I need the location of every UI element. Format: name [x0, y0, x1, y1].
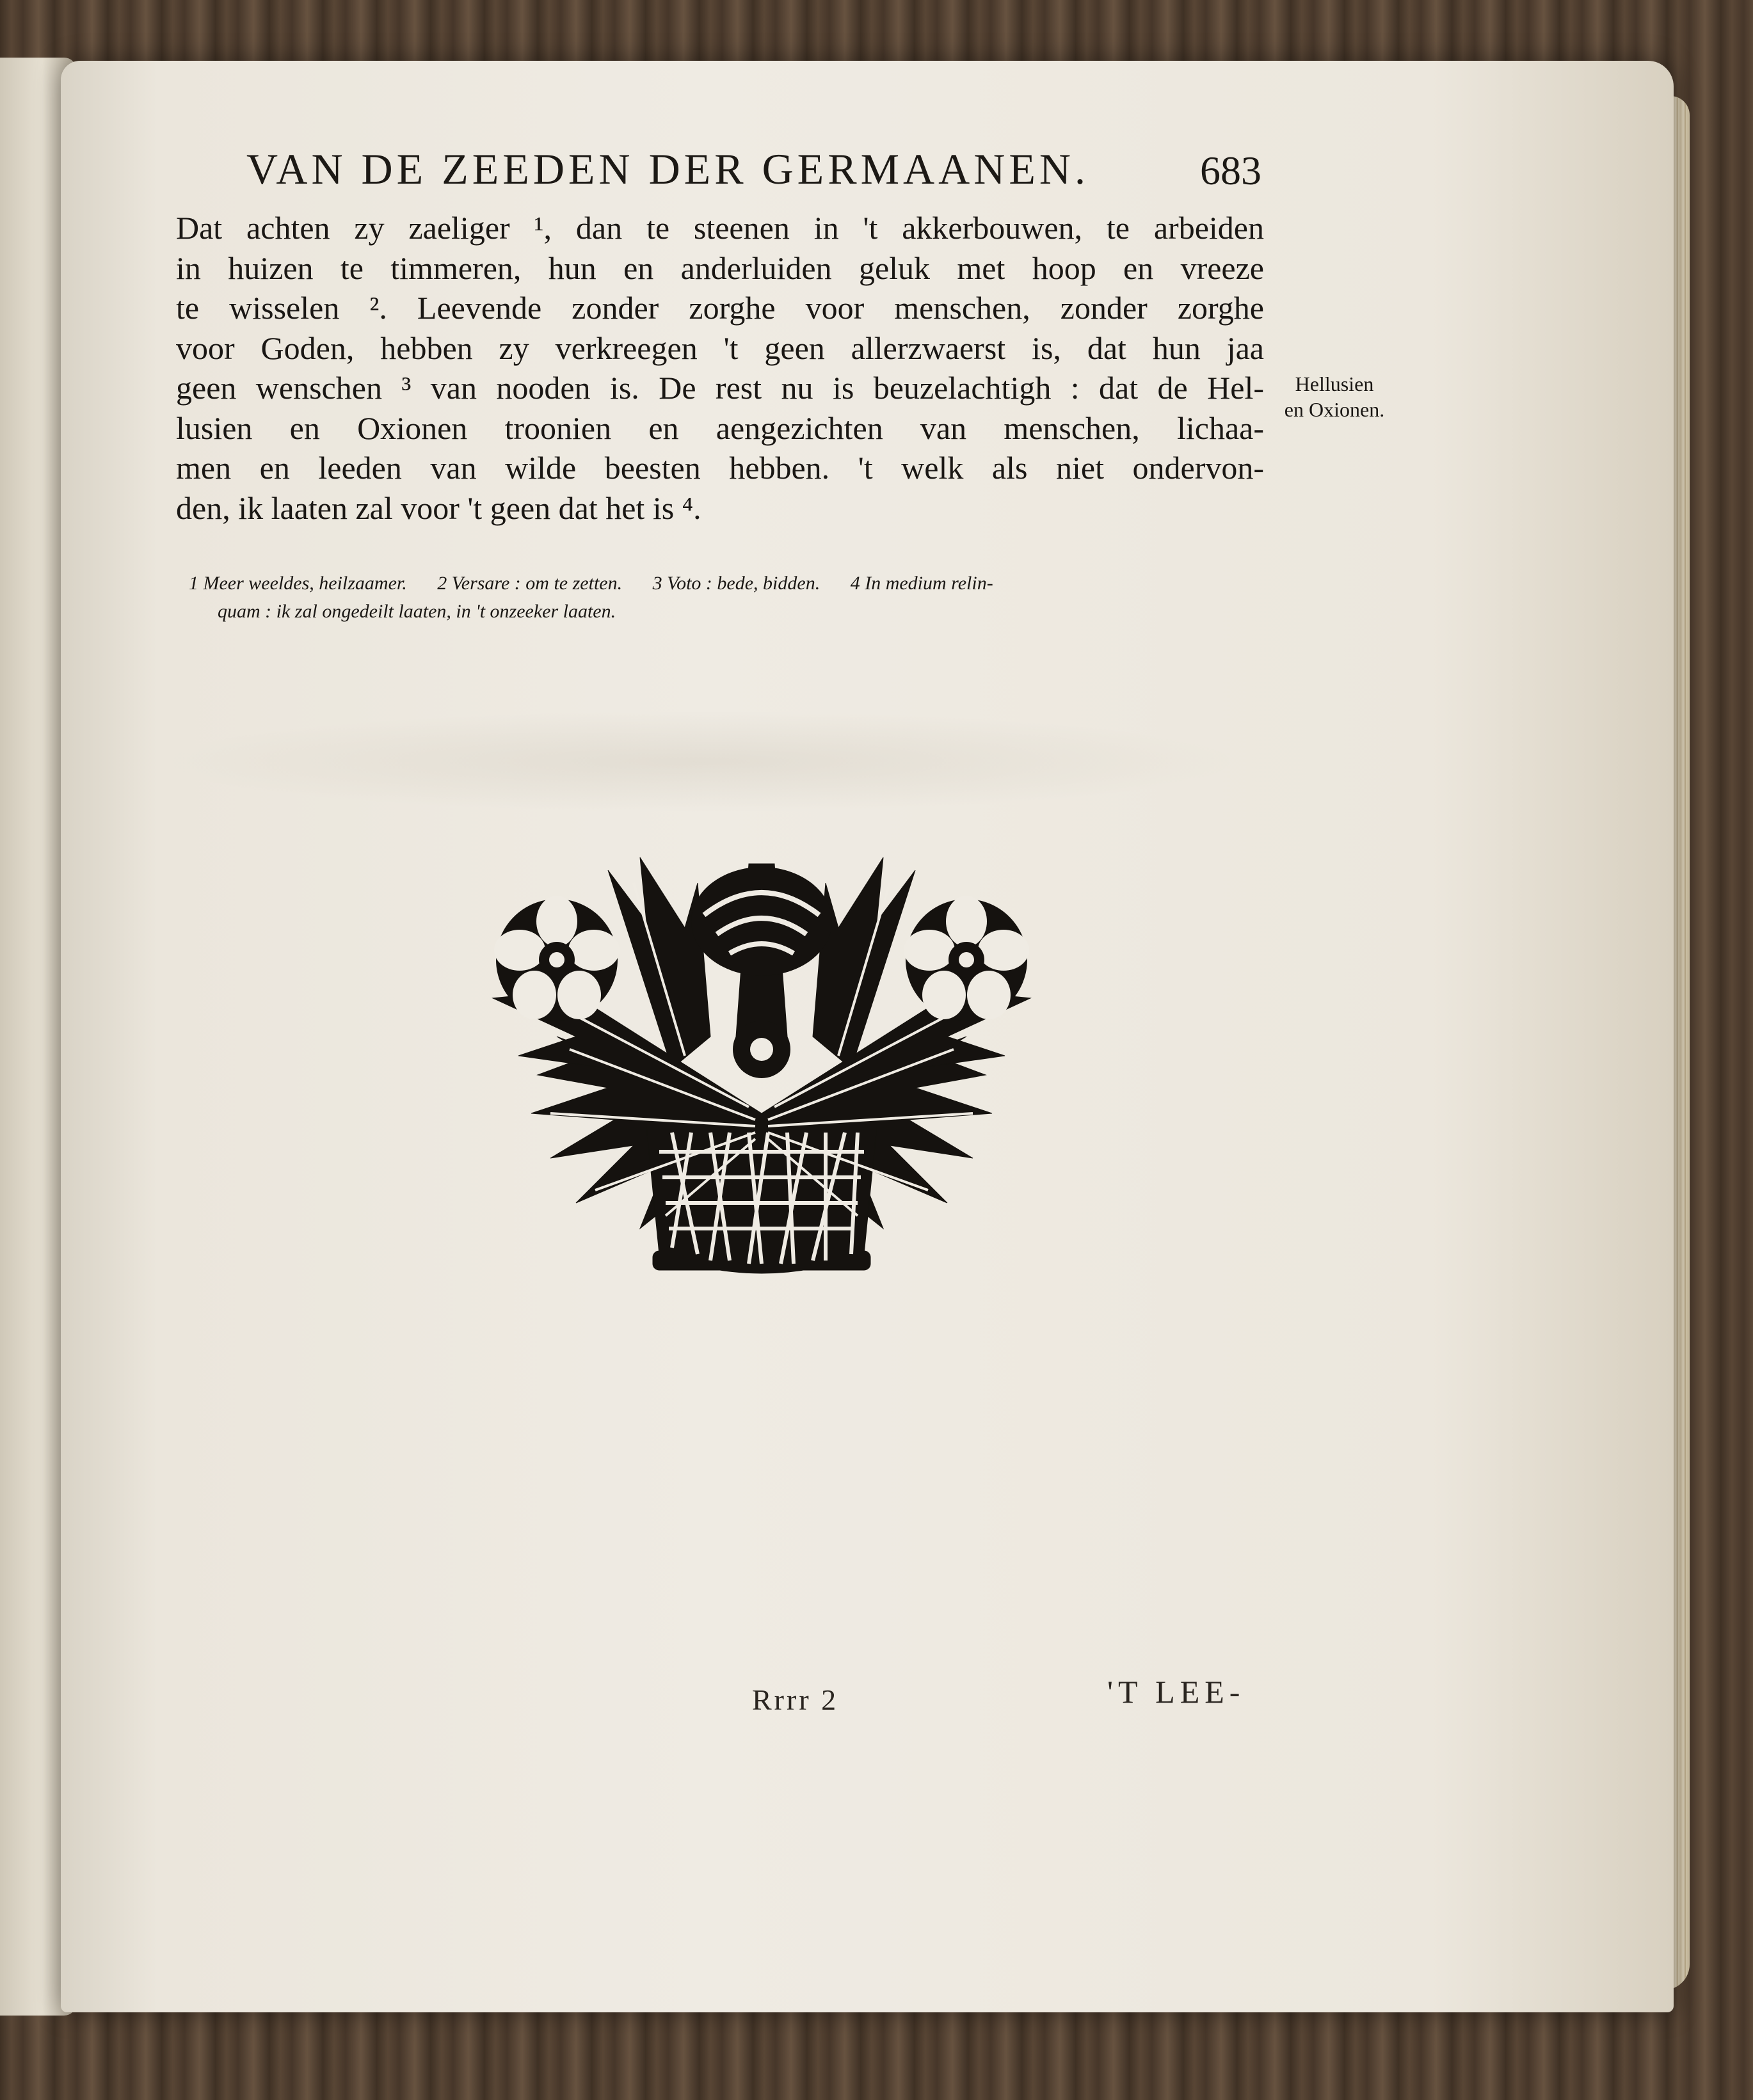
marginal-note-line: Hellusien: [1295, 372, 1374, 395]
body-line: in huizen te timmeren, hun en anderluiden geluk met hoop en vreeze: [176, 250, 1264, 286]
catchword: 'T LEE-: [1107, 1674, 1245, 1710]
body-line: men en leeden van wilde beesten hebben. 't welk als niet ondervon-: [176, 450, 1264, 486]
footnote-2: 2 Versare : om te zetten.: [437, 573, 623, 594]
running-header-title: VAN DE ZEEDEN DER GERMAANEN.: [246, 145, 1089, 193]
show-through-shadow: [154, 710, 1242, 813]
footnotes: [189, 569, 1277, 626]
marginal-note: [1270, 371, 1398, 422]
body-line: lusien en Oxionen troonien en aengezichten van menschen, lichaa-: [176, 410, 1264, 446]
footnote-line: [189, 569, 1277, 598]
body-line: voor Goden, hebben zy verkreegen 't geen allerzwaerst is, dat hun jaa: [176, 330, 1264, 366]
page-number: 683: [1200, 148, 1261, 193]
signature-mark: Rrrr 2: [752, 1683, 839, 1716]
body-line: den, ik laaten zal voor 't geen dat het is ⁴.: [176, 489, 701, 526]
footnote-1: 1 Meer weeldes, heilzaamer.: [189, 573, 407, 594]
body-paragraph: [176, 208, 1264, 528]
body-line: te wisselen ². Leevende zonder zorghe voor menschen, zonder zorghe: [176, 290, 1264, 326]
body-line: Dat achten zy zaeliger ¹, dan te steenen in 't akkerbouwen, te arbeiden: [176, 210, 1264, 246]
footnote-line: quam : ik zal ongedeilt laaten, in 't onzeeker laaten.: [218, 601, 616, 622]
footnote-3: 3 Voto : bede, bidden.: [652, 573, 820, 594]
body-line: geen wenschen ³ van nooden is. De rest nu is beuzelachtigh : dat de Hel-: [176, 370, 1264, 406]
marginal-note-line: en Oxionen.: [1284, 398, 1385, 421]
flower-basket-woodcut: [480, 845, 1043, 1286]
footnote-4: 4 In medium relin-: [850, 573, 993, 594]
